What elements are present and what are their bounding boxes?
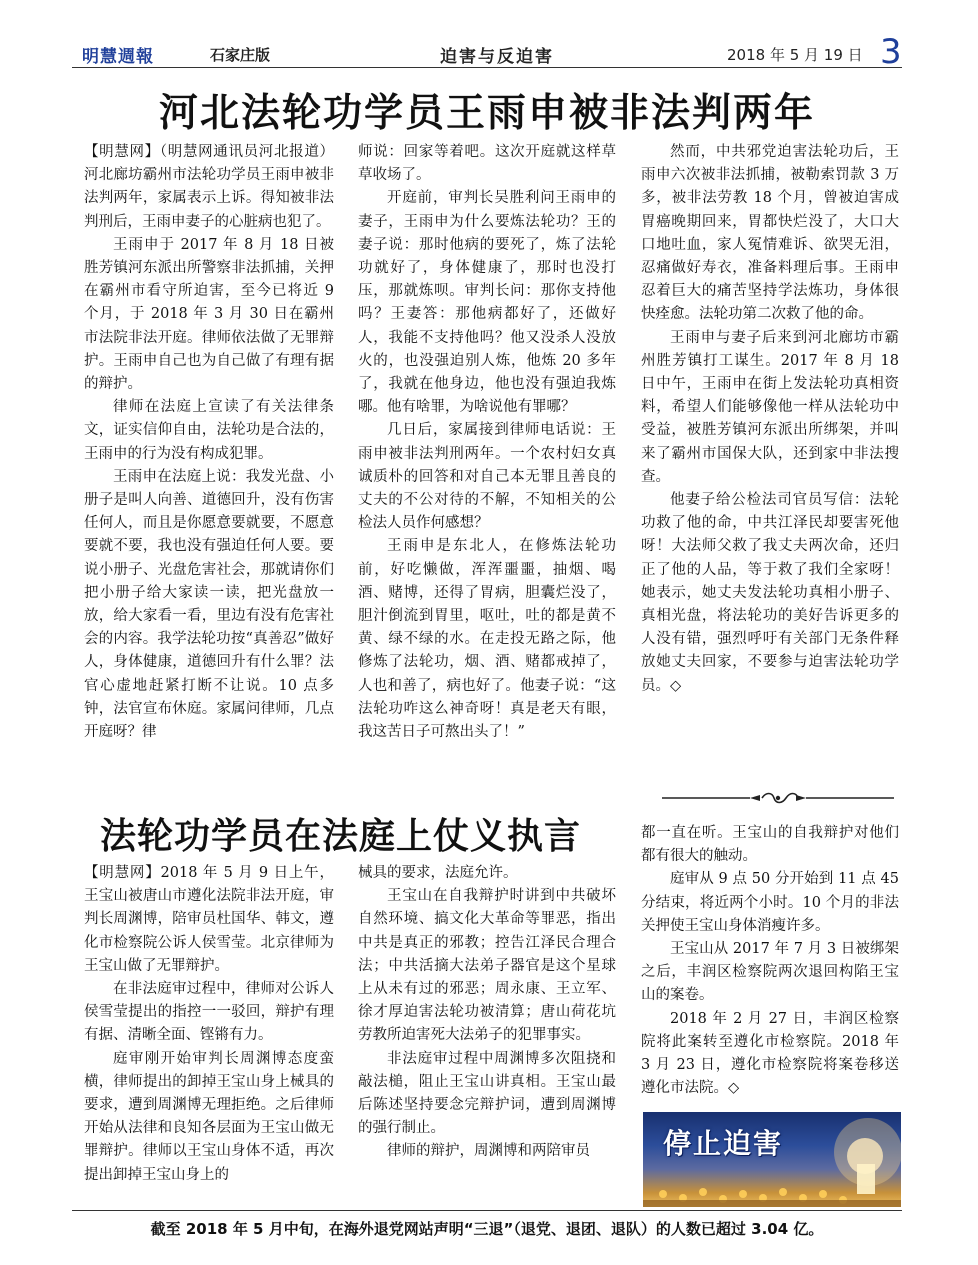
- paragraph: 王雨申于 2017 年 8 月 18 日被胜芳镇河东派出所警察非法抓捕，关押在霸州市看守所迫害，至今已将近 9 个月，于 2018 年 3 月 30 日在霸州市法院非法开庭。律师依法做了无罪辩护。王雨申自己也为自己做了有理有据的辩护。: [84, 236, 334, 393]
- issue-date: 2018 年 5 月 19 日: [727, 46, 863, 64]
- stop-persecution-banner: [643, 1112, 901, 1207]
- page-number: 3: [880, 32, 902, 72]
- paragraph: 械具的要求，法庭允许。: [358, 865, 518, 881]
- paragraph: 师说：回家等着吧。这次开庭就这样草草收场了。: [358, 144, 616, 184]
- ornament-divider-icon: [662, 790, 894, 806]
- article2-headline: 法轮功学员在法庭上仗义执言: [100, 815, 582, 857]
- paragraph: 在非法庭审过程中，律师对公诉人侯雪莹提出的指控一一驳回，辩护有理有据、清晰全面、铿锵有力。: [84, 981, 334, 1044]
- edition-label: 石家庄版: [210, 46, 271, 64]
- paragraph: 王雨申是东北人，在修炼法轮功前，好吃懒做，浑浑噩噩，抽烟、喝酒、赌博，还得了胃病，胆囊烂没了，胆汁倒流到胃里，呕吐，吐的都是黄不黄、绿不绿的水。在走投无路之际，他修炼了法轮功，烟、酒、赌都戒掉了，人也和善了，病也好了。他妻子说：“这法轮功咋这么神奇呀！真是老天有眼，我这苦日子可熬出头了！”: [358, 538, 616, 741]
- footer-rule: [72, 1210, 902, 1211]
- paragraph: 2018 年 2 月 27 日，丰润区检察院将此案转至遵化市检察院。2018 年 3 月 23 日，遵化市检察院将案卷移送遵化市法院。◇: [641, 1010, 899, 1097]
- paragraph: 几日后，家属接到律师电话说：王雨申被非法判刑两年。一个农村妇女真诚质朴的回答和对自己本无罪且善良的丈夫的不公对待的不解，不知相关的公检法人员作何感想？: [358, 422, 616, 532]
- paragraph: 非法庭审过程中周渊博多次阻挠和敲法槌，阻止王宝山讲真相。王宝山最后陈述坚持要念完辩护词，遭到周渊博的强行制止。: [358, 1050, 616, 1137]
- article2-column-2: [358, 862, 616, 1164]
- paragraph: 律师的辩护，周渊博和两陪审员: [387, 1143, 590, 1160]
- paragraph: 都一直在听。王宝山的自我辩护对他们都有很大的触动。: [641, 825, 899, 865]
- footer-notice: 截至 2018 年 5 月中旬，在海外退党网站声明“三退”（退党、退团、退队）的人数已超过 3.04 亿。: [150, 1220, 824, 1238]
- article1-column-2: [358, 141, 616, 744]
- paragraph: 他妻子给公检法司官员写信：法轮功救了他的命，中共江泽民却要害死他呀！大法师父救了我丈夫两次命，还归正了他的人品，等于救了我们全家呀！她表示，她丈夫发法轮功真相小册子、真相光盘，将法轮功的美好告诉更多的人没有错，强烈呼吁有关部门无条件释放她丈夫回家，不要参与迫害法轮功学员。◇: [641, 492, 899, 694]
- article1-column-1: [84, 141, 334, 744]
- paragraph: 【明慧网】2018 年 5 月 9 日上午，王宝山被唐山市遵化法院非法开庭，审判长周渊博，陪审员杜国华、韩文，遵化市检察院公诉人侯雪莹。北京律师为王宝山做了无罪辩护。: [84, 865, 334, 974]
- paragraph: 然而，中共邪党迫害法轮功后，王雨申六次被非法抓捕，被勒索罚款 3 万多，被非法劳教 18 个月，曾被迫害成胃癌晚期回来，胃都快烂没了，大口大口地吐血，家人冤情难诉、欲哭无泪，忍痛做好寿衣，准备料理后事。王雨申忍着巨大的痛苦坚持学法炼功，身体很快痊愈。法轮功第二次救了他的命。: [641, 144, 899, 323]
- paragraph: 开庭前，审判长吴胜利问王雨申的妻子，王雨申为什么要炼法轮功？王的妻子说：那时他病的要死了，炼了法轮功就好了，身体健康了，那时也没打压，那就炼呗。审判长问：那你支持他吗？王妻答：那他病都好了，还做好人，我能不支持他吗？他又没杀人没放火的，也没强迫别人炼，他炼 20 多年了，我就在他身边，他也没有强迫我炼哪。他有啥罪，为啥说他有罪哪？: [358, 190, 616, 416]
- paragraph: 王宝山从 2017 年 7 月 3 日被绑架之后，丰润区检察院两次退回构陷王宝山的案卷。: [641, 941, 899, 1004]
- paragraph: 王雨申在法庭上说：我发光盘、小册子是叫人向善、道德回升，没有伤害任何人，而且是你愿意要就要，不愿意要就不要，我也没有强迫任何人要。要说小册子、光盘危害社会，那就请你们把小册子给大家读一读，把光盘放一放，给大家看一看，里边有没有危害社会的内容。我学法轮功按“真善忍”做好人，身体健康，道德回升有什么罪？法官心虚地赶紧打断不让说。10 点多钟，法官宣布休庭。家属问律师，几点开庭呀？律: [84, 468, 334, 741]
- article1-column-3: [641, 141, 899, 698]
- paragraph: 【明慧网】（明慧网通讯员河北报道）河北廊坊霸州市法轮功学员王雨申被非法判两年，家属表示上诉。得知被非法判刑后，王雨申妻子的心脏病也犯了。: [84, 144, 334, 230]
- paragraph: 律师在法庭上宣读了有关法律条文，证实信仰自由，法轮功是合法的，王雨申的行为没有构成犯罪。: [84, 399, 334, 462]
- paragraph: 庭审从 9 点 50 分开始到 11 点 45 分结束，将近两个小时。10 个月的非法关押使王宝山身体消瘦许多。: [641, 871, 899, 934]
- paragraph: 庭审刚开始审判长周渊博态度蛮横，律师提出的卸掉王宝山身上械具的要求，遭到周渊博无理拒绝。之后律师开始从法律和良知各层面为王宝山做无罪辩护。律师以王宝山身体不适，再次提出卸掉王宝山身上的: [84, 1050, 334, 1183]
- paragraph: 王雨申与妻子后来到河北廊坊市霸州胜芳镇打工谋生。2017 年 8 月 18 日中午，王雨申在街上发法轮功真相资料，希望人们能够像他一样从法轮功中受益，被胜芳镇河东派出所绑架，并叫来了霸州市国保大队，还到家中非法搜查。: [641, 329, 899, 485]
- banner-title: 停止迫害: [663, 1127, 784, 1160]
- article2-column-3: [641, 822, 899, 1100]
- header-rule: [72, 67, 902, 68]
- paragraph: 王宝山在自我辩护时讲到中共破坏自然环境、搞文化大革命等罪恶，指出中共是真正的邪教；控告江泽民合理合法；中共活摘大法弟子器官是这个星球上从未有过的邪恶；周永康、王立军、徐才厚迫害法轮功被清算；唐山荷花坑劳教所迫害死大法弟子的犯罪事实。: [358, 888, 616, 1044]
- article1-headline: 河北法轮功学员王雨申被非法判两年: [158, 90, 815, 136]
- section-title: 迫害与反迫害: [440, 47, 554, 67]
- masthead-title: 明慧週報: [82, 47, 154, 67]
- article2-column-1: [84, 862, 334, 1187]
